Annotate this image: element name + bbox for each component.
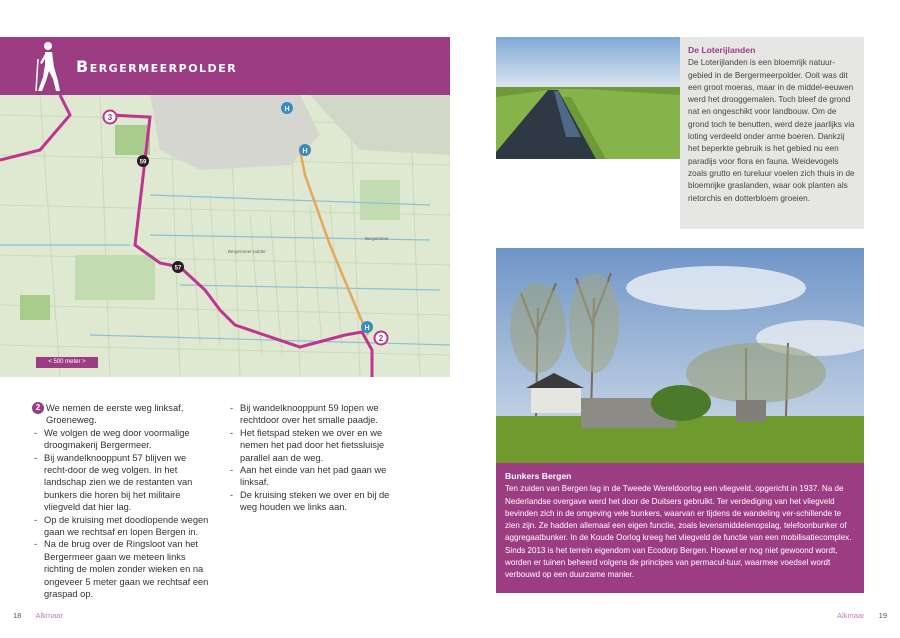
route-column-right [228,402,408,514]
footer-place: Alkmaar [35,611,63,620]
route-step [32,402,212,427]
bus-stop-icon [361,321,373,333]
footer-place: Alkmaar [837,611,865,620]
map-graphic [0,95,450,377]
route-step [228,402,408,427]
step-bullet: - [34,427,38,438]
svg-text:H: H [284,106,290,113]
page-number: 18 [13,611,22,620]
step-text: We nemen de eerste weg linksaf, Groeneweg. [46,403,184,426]
footer-left [13,611,63,620]
footer-right [837,611,887,620]
route-step [228,489,408,514]
svg-text:H: H [302,148,308,155]
map-node-3[interactable] [104,111,117,124]
step-bullet: - [230,465,234,476]
route-step [32,452,212,514]
step-text: Bij wandelknooppunt 57 blijven we recht-door de weg volgen. In het landschap zien we de restanten van bunkers die horen bij het militaire vliegveld dat hier lag. [44,452,193,513]
map-scale-bar: < 500 meter > [36,357,98,368]
chapter-header [0,37,450,95]
route-step [32,514,212,539]
route-column-left [32,402,212,601]
map-node-59[interactable] [137,155,149,167]
step-text: Het fietspad steken we over en we nemen het pad door het fietssluisje parallel aan de weg. [240,427,385,463]
step-bullet: - [230,403,234,413]
step-text: Bij wandelknooppunt 59 lopen we rechtdoor over het smalle paadje. [240,403,379,426]
photo-loterijlanden [496,37,680,159]
page-number: 19 [878,611,887,620]
map-node-2[interactable] [375,332,388,345]
step-bullet: - [230,489,234,500]
hiker-icon [34,41,64,93]
page-title: Bergermeerpolder [76,57,238,76]
route-map[interactable] [0,95,450,377]
route-step [228,427,408,464]
step-bullet: - [34,514,38,525]
info-box-loterijlanden [680,37,864,229]
map-label-polder: Bergermeer-polder [228,249,266,254]
svg-text:H: H [364,325,370,332]
step-bullet: - [34,539,38,550]
step-bullet: - [230,427,234,438]
info-box-title: Bunkers Bergen [505,471,572,481]
step-text: We volgen de weg door voormalige droogmakerij Bergermeer. [44,427,190,451]
svg-text:59: 59 [139,159,147,166]
step-text: Op de kruising met doodlopende wegen gaan we rechtsaf en lopen Bergen in. [44,514,209,538]
photo-bunkers [496,248,864,463]
route-step [32,538,212,600]
step-number-badge: 2 [32,402,44,414]
step-text: Na de brug over de Ringsloot van het Bergermeer gaan we meteen links richting de molen zonder wieken en na ongeveer 5 meter gaan we rechtsaf een graspad op. [44,539,209,600]
info-box-title: De Loterijlanden [688,45,756,55]
step-text: Aan het einde van het pad gaan we linksaf. [240,465,387,488]
svg-text:57: 57 [174,265,182,272]
map-node-57[interactable] [172,261,184,273]
info-box-body: De Loterijlanden is een bloemrijk natuur-gebied in de Bergermeerpolder. Ooit was dit een groot moeras, maar in de middel-eeuwen werd het drooggemalen. Toch bleef de grond nat en ongeschikt voor landbouw. Om de grond toch te benutten, werd deze jaarlijks via loting verdeeld onder arme boeren. Dankzij het beperkte gebruik is het gebied nu een paradijs voor flora en fauna. Weidevogels zoals grutto en tureluur voelen zich thuis in de bloemrijke graslanden, waar ook planten als rietorchis en dotterbloem groeien. [688,58,855,203]
route-step [228,464,408,489]
step-text: De kruising steken we over en bij de weg houden we links aan. [240,489,390,513]
bus-stop-icon [281,102,293,114]
info-box-bunkers [496,463,864,593]
route-step [32,427,212,452]
bus-stop-icon [299,144,311,156]
svg-text:2: 2 [378,334,384,343]
map-label-place: Bergermeer [365,236,389,241]
svg-text:3: 3 [107,113,113,122]
info-box-body: Ten zuiden van Bergen lag in de Tweede Wereldoorlog een vliegveld, opgericht in 1937. Na de Nederlandse overgave werd het door de Duitsers gebruikt. Ter verdediging van het vliegveld bevinden zich in de omgeving vele bunkers, waarvan er tijdens de wandeling ver-schillende te zien zijn. Ze hadden allemaal een eigen functie, zoals levensmiddelenopslag, telefoonbunker of aggregaatbunker. In de Koude Oorlog kreeg het vliegveld de functie van een mobilisatiecomplex. Sinds 2013 is het terrein eigendom van Ecodorp Bergen. Hoewel er nog niet gewoond wordt, worden er tuinen beheerd volgens de principes van permacul-tuur, waarmee voedsel wordt verbouwd op een duurzame manier. [505,484,852,580]
step-bullet: - [34,452,38,463]
